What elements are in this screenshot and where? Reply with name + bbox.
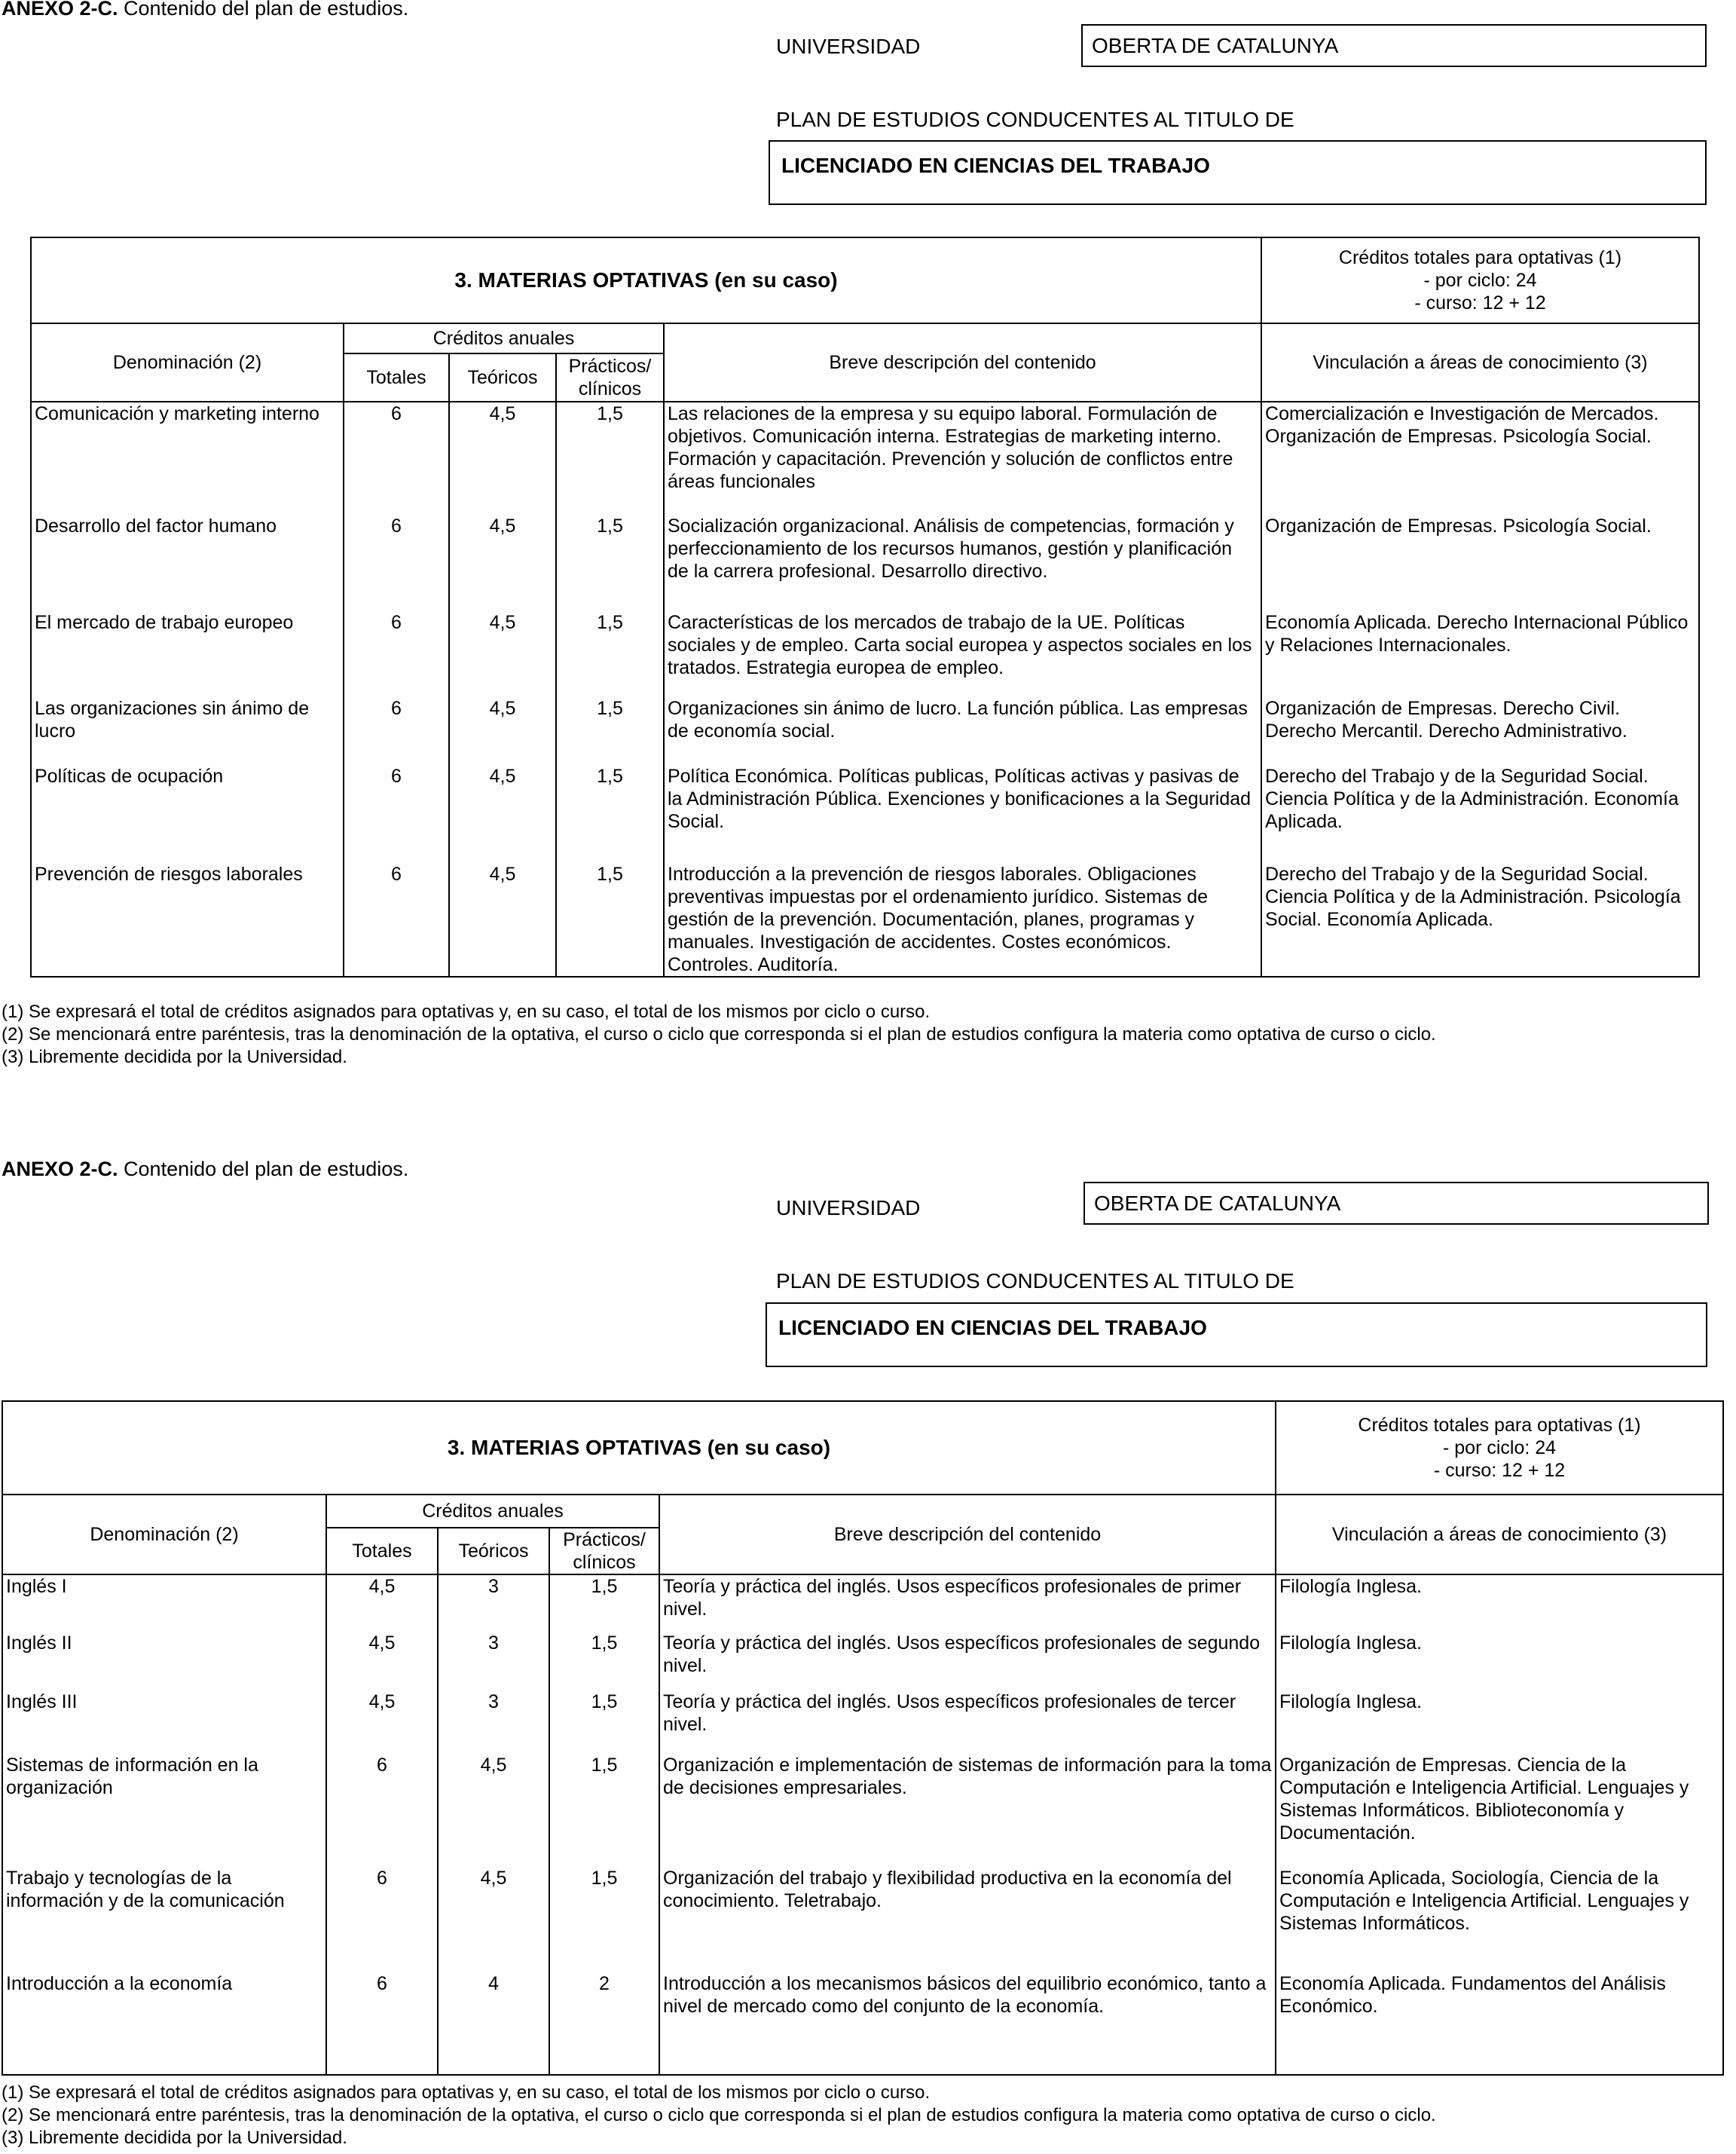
footnote-2: (2) Se mencionará entre paréntesis, tras la denominación de la optativa, el curso o ciclo que corresponda si el plan de estudios configura la materia como optativa de curso o ciclo.: [2, 2105, 1436, 2125]
row-denominacion: Comunicación y marketing interno: [31, 402, 344, 515]
row-vinculacion: Economía Aplicada. Fundamentos del Análisis Económico.: [1276, 1972, 1723, 2075]
col-totales: Totales: [326, 1528, 438, 1574]
footnote-3: (3) Libremente decidida por la Universidad.: [2, 2128, 347, 2148]
row-practicos: 1,5: [549, 1690, 659, 1754]
table-row: [2, 1867, 1723, 1972]
col-teoricos: Teóricos: [438, 1528, 549, 1574]
row-totales: 6: [344, 515, 449, 611]
universidad-value: OBERTA DE CATALUNYA: [1083, 1182, 1709, 1225]
col-creditos-anuales: Créditos anuales: [326, 1495, 659, 1528]
row-descripcion: Socialización organizacional. Análisis de competencias, formación y perfeccionamiento de los recursos humanos, gestión y planificación de la carrera profesional. Desarrollo directivo.: [664, 515, 1261, 611]
row-descripcion: Las relaciones de la empresa y su equipo laboral. Formulación de objetivos. Comunicación interna. Estrategias de marketing interno. Formación y capacitación. Prevención y solución de conflictos entre áreas funcionales: [664, 402, 1261, 515]
row-totales: 6: [344, 611, 449, 697]
row-totales: 4,5: [326, 1690, 438, 1754]
row-practicos: 1,5: [556, 402, 664, 515]
table-row: [2, 1690, 1723, 1754]
row-practicos: 1,5: [549, 1867, 659, 1972]
row-vinculacion: Filología Inglesa.: [1276, 1690, 1723, 1754]
row-practicos: 1,5: [549, 1632, 659, 1690]
row-descripcion: Organizaciones sin ánimo de lucro. La función pública. Las empresas de economía social.: [664, 697, 1261, 765]
col-descripcion: Breve descripción del contenido: [664, 323, 1261, 402]
table-row: [2, 1972, 1723, 2075]
table-row: [2, 1754, 1723, 1867]
footnote-1: (1) Se expresará el total de créditos asignados para optativas y, en su caso, el total de los mismos por ciclo o curso.: [2, 2082, 931, 2103]
titulo-box: LICENCIADO EN CIENCIAS DEL TRABAJO: [766, 1302, 1707, 1367]
row-practicos: 1,5: [549, 1574, 659, 1632]
footnotes: [2, 2082, 1436, 2149]
footnote-3: (3) Libremente decidida por la Universidad.: [2, 1047, 347, 1067]
table-row: [31, 611, 1699, 697]
row-denominacion: Sistemas de información en la organización: [2, 1754, 326, 1867]
col-creditos-anuales: Créditos anuales: [344, 323, 664, 353]
anexo-heading: ANEXO 2-C. Contenido del plan de estudios.: [2, 0, 409, 20]
row-vinculacion: Economía Aplicada, Sociología, Ciencia de la Computación e Inteligencia Artificial. Lenguajes y Sistemas Informáticos.: [1276, 1867, 1723, 1972]
row-teoricos: 3: [438, 1574, 549, 1632]
anexo-heading: ANEXO 2-C. Contenido del plan de estudios.: [2, 1158, 409, 1180]
row-denominacion: Introducción a la economía: [2, 1972, 326, 2075]
row-totales: 6: [344, 863, 449, 977]
row-denominacion: Inglés III: [2, 1690, 326, 1754]
row-teoricos: 4,5: [449, 611, 556, 697]
col-denominacion: Denominación (2): [2, 1495, 326, 1574]
row-totales: 6: [344, 402, 449, 515]
plan-label: PLAN DE ESTUDIOS CONDUCENTES AL TITULO DE: [776, 1269, 1294, 1293]
row-descripcion: Introducción a los mecanismos básicos del equilibrio económico, tanto a nivel de mercado como del conjunto de la economía.: [659, 1972, 1276, 2075]
table-row: [31, 863, 1699, 977]
row-teoricos: 3: [438, 1632, 549, 1690]
row-descripcion: Características de los mercados de trabajo de la UE. Políticas sociales y de empleo. Carta social europea y aspectos sociales en los tratados. Estrategia europea de empleo.: [664, 611, 1261, 697]
row-teoricos: 3: [438, 1690, 549, 1754]
creditos-totales: Créditos totales para optativas (1) - por ciclo: 24 - curso: 12 + 12: [1276, 1401, 1723, 1495]
row-teoricos: 4,5: [449, 515, 556, 611]
row-practicos: 1,5: [549, 1754, 659, 1867]
col-descripcion: Breve descripción del contenido: [659, 1495, 1276, 1574]
row-descripcion: Introducción a la prevención de riesgos laborales. Obligaciones preventivas impuestas por el ordenamiento jurídico. Sistemas de gestión de la prevención. Documentación, planes, programas y manuales. Investigación de accidentes. Costes económicos. Controles. Auditoría.: [664, 863, 1261, 977]
row-totales: 4,5: [326, 1632, 438, 1690]
row-totales: 6: [326, 1754, 438, 1867]
col-practicos: Prácticos/ clínicos: [549, 1528, 659, 1574]
table-row: [31, 765, 1699, 863]
materias-table: [2, 1400, 1724, 2076]
row-vinculacion: Economía Aplicada. Derecho Internacional Público y Relaciones Internacionales.: [1261, 611, 1699, 697]
row-denominacion: Trabajo y tecnologías de la información y de la comunicación: [2, 1867, 326, 1972]
row-totales: 6: [344, 765, 449, 863]
row-teoricos: 4,5: [449, 765, 556, 863]
row-practicos: 1,5: [556, 765, 664, 863]
row-totales: 6: [326, 1972, 438, 2075]
row-vinculacion: Derecho del Trabajo y de la Seguridad Social. Ciencia Política y de la Administración. Psicología Social. Economía Aplicada.: [1261, 863, 1699, 977]
row-practicos: 1,5: [556, 611, 664, 697]
row-descripcion: Política Económica. Políticas publicas, Políticas activas y pasivas de la Administración Pública. Exenciones y bonificaciones a la Seguridad Social.: [664, 765, 1261, 863]
row-denominacion: El mercado de trabajo europeo: [31, 611, 344, 697]
row-vinculacion: Organización de Empresas. Derecho Civil. Derecho Mercantil. Derecho Administrativo.: [1261, 697, 1699, 765]
row-totales: 6: [344, 697, 449, 765]
row-teoricos: 4,5: [438, 1867, 549, 1972]
materias-table: [30, 237, 1700, 978]
row-descripcion: Teoría y práctica del inglés. Usos específicos profesionales de tercer nivel.: [659, 1690, 1276, 1754]
row-totales: 6: [326, 1867, 438, 1972]
col-vinculacion: Vinculación a áreas de conocimiento (3): [1261, 323, 1699, 402]
table-row: [31, 697, 1699, 765]
row-teoricos: 4,5: [449, 402, 556, 515]
col-teoricos: Teóricos: [449, 353, 556, 402]
row-practicos: 1,5: [556, 863, 664, 977]
row-practicos: 1,5: [556, 697, 664, 765]
row-vinculacion: Filología Inglesa.: [1276, 1574, 1723, 1632]
materias-title: 3. MATERIAS OPTATIVAS (en su caso): [2, 1401, 1276, 1495]
row-vinculacion: Organización de Empresas. Psicología Social.: [1261, 515, 1699, 611]
row-totales: 4,5: [326, 1574, 438, 1632]
row-denominacion: Inglés I: [2, 1574, 326, 1632]
row-denominacion: Inglés II: [2, 1632, 326, 1690]
table-row: [2, 1632, 1723, 1690]
row-teoricos: 4,5: [438, 1754, 549, 1867]
row-practicos: 1,5: [556, 515, 664, 611]
creditos-totales: Créditos totales para optativas (1) - por ciclo: 24 - curso: 12 + 12: [1261, 237, 1699, 323]
row-teoricos: 4: [438, 1972, 549, 2075]
universidad-label: UNIVERSIDAD: [776, 35, 921, 58]
row-descripcion: Teoría y práctica del inglés. Usos específicos profesionales de primer nivel.: [659, 1574, 1276, 1632]
table-row: [2, 1574, 1723, 1632]
row-vinculacion: Derecho del Trabajo y de la Seguridad Social. Ciencia Política y de la Administración. Economía Aplicada.: [1261, 765, 1699, 863]
footnote-2: (2) Se mencionará entre paréntesis, tras la denominación de la optativa, el curso o ciclo que corresponda si el plan de estudios configura la materia como optativa de curso o ciclo.: [2, 1024, 1436, 1045]
row-teoricos: 4,5: [449, 863, 556, 977]
table-row: [31, 402, 1699, 515]
universidad-label: UNIVERSIDAD: [776, 1196, 921, 1219]
col-vinculacion: Vinculación a áreas de conocimiento (3): [1276, 1495, 1723, 1574]
footnotes: [2, 1001, 1436, 1069]
row-teoricos: 4,5: [449, 697, 556, 765]
row-vinculacion: Organización de Empresas. Ciencia de la Computación e Inteligencia Artificial. Lenguajes y Sistemas Informáticos. Biblioteconomía y Documentación.: [1276, 1754, 1723, 1867]
row-descripcion: Teoría y práctica del inglés. Usos específicos profesionales de segundo nivel.: [659, 1632, 1276, 1690]
row-vinculacion: Comercialización e Investigación de Mercados. Organización de Empresas. Psicología Social.: [1261, 402, 1699, 515]
row-practicos: 2: [549, 1972, 659, 2075]
col-practicos: Prácticos/ clínicos: [556, 353, 664, 402]
materias-title: 3. MATERIAS OPTATIVAS (en su caso): [31, 237, 1261, 323]
plan-label: PLAN DE ESTUDIOS CONDUCENTES AL TITULO DE: [776, 108, 1294, 131]
row-denominacion: Políticas de ocupación: [31, 765, 344, 863]
row-denominacion: Desarrollo del factor humano: [31, 515, 344, 611]
col-denominacion: Denominación (2): [31, 323, 344, 402]
titulo-box: LICENCIADO EN CIENCIAS DEL TRABAJO: [769, 140, 1707, 205]
table-row: [31, 515, 1699, 611]
row-descripcion: Organización del trabajo y flexibilidad productiva en la economía del conocimiento. Teletrabajo.: [659, 1867, 1276, 1972]
col-totales: Totales: [344, 353, 449, 402]
universidad-value: OBERTA DE CATALUNYA: [1081, 24, 1707, 67]
footnote-1: (1) Se expresará el total de créditos asignados para optativas y, en su caso, el total de los mismos por ciclo o curso.: [2, 1002, 931, 1022]
row-denominacion: Las organizaciones sin ánimo de lucro: [31, 697, 344, 765]
row-descripcion: Organización e implementación de sistemas de información para la toma de decisiones empresariales.: [659, 1754, 1276, 1867]
row-denominacion: Prevención de riesgos laborales: [31, 863, 344, 977]
row-vinculacion: Filología Inglesa.: [1276, 1632, 1723, 1690]
